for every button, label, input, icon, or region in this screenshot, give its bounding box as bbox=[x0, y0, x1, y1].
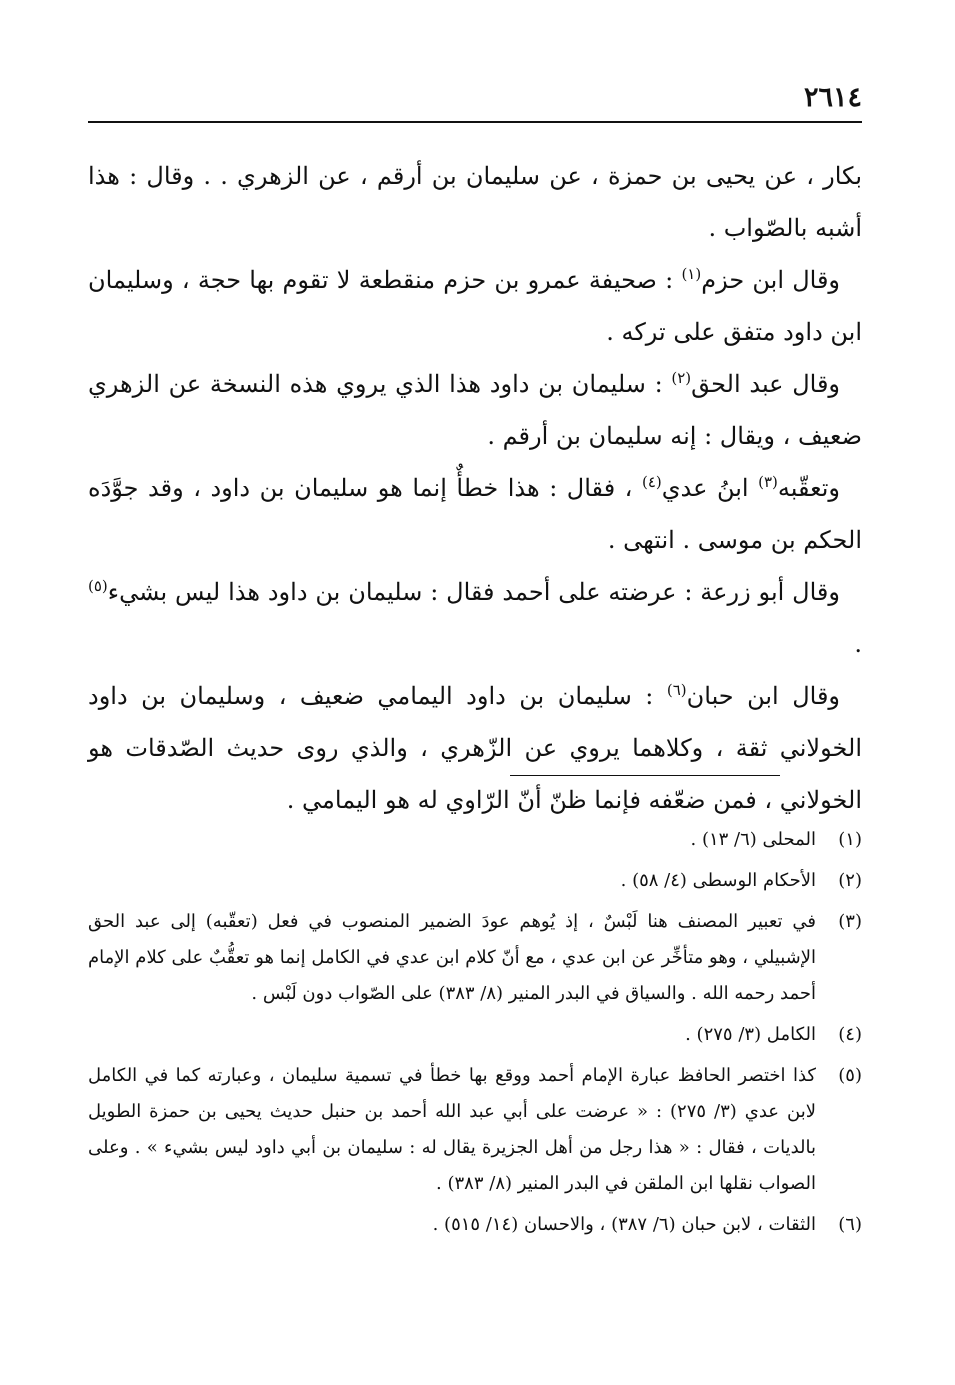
footnote-text: الثقات ، لابن حبان (٦/ ٣٨٧) ، والاحسان (١٤/ ٥١٥) . bbox=[432, 1214, 816, 1235]
footnotes bbox=[88, 822, 862, 1248]
footnote-ref: (٣) bbox=[758, 473, 778, 491]
footnote-number: (٢) bbox=[838, 870, 862, 891]
paragraph-text: ابنُ عدي bbox=[661, 474, 759, 502]
paragraph-text: وقال ابن حبان bbox=[686, 682, 841, 710]
footnote-item bbox=[88, 1058, 862, 1202]
footnote-ref: (٤) bbox=[641, 473, 662, 491]
footnote-number: (٤) bbox=[838, 1024, 862, 1045]
paragraph-text: : سليمان بن داود هذا الذي يروي هذه النسخة عن الزهري ضعيف ، ويقال : إنه سليمان بن أرقم . bbox=[88, 370, 862, 450]
footnote-ref: (٥) bbox=[88, 577, 108, 595]
footnote-number: (٣) bbox=[838, 911, 862, 932]
paragraph bbox=[88, 462, 862, 566]
footnote-item bbox=[88, 863, 862, 899]
paragraph-text: : سليمان بن داود اليمامي ضعيف ، وسليمان بن داود الخولاني ثقة ، وكلاهما يروي عن الزّهري ، والذي روى حديث الصّدقات هو الخولاني ، فمن ضعّفه فإنما ظنّ أنّ الرّاوي له هو اليمامي . bbox=[88, 682, 862, 814]
paragraph-text: وقال ابن حزم bbox=[701, 266, 840, 294]
footnote-text: الكامل (٣/ ٢٧٥) . bbox=[685, 1024, 816, 1045]
footnote-item bbox=[88, 822, 862, 858]
paragraph-text: ، فقال : هذا خطأٌ إنما هو سليمان بن داود ، وقد جوَّدَه الحكم بن موسى . انتهى . bbox=[88, 474, 862, 554]
header-rule bbox=[88, 121, 862, 123]
footnote-text: في تعبير المصنف هنا لَبْسٌ ، إذ يُوهم عودَ الضمير المنصوب في فعل (تعقّبه) إلى عبد الحق الإشبيلي ، وهو متأخِّر عن ابن عدي ، مع أنّ كلام ابن عدي في الكامل إنما هو تعقُّبٌ على كلام الإمام أحمد رحمه الله . والسياق في البدر المنير (٨/ ٣٨٣) على الصّواب دون لَبْس . bbox=[88, 911, 816, 1004]
footnote-number: (١) bbox=[838, 829, 862, 850]
footnote-text: الأحكام الوسطى (٤/ ٥٨) . bbox=[620, 870, 816, 891]
footnote-item bbox=[88, 1207, 862, 1243]
paragraph bbox=[88, 358, 862, 462]
paragraph bbox=[88, 670, 862, 826]
paragraph bbox=[88, 566, 862, 670]
footnote-rule bbox=[510, 775, 780, 776]
footnote-ref: (١) bbox=[681, 265, 702, 283]
paragraph-text: وقال أبو زرعة : عرضته على أحمد فقال : سليمان بن داود هذا ليس بشيء bbox=[107, 578, 840, 606]
footnote-item bbox=[88, 1017, 862, 1053]
paragraph bbox=[88, 254, 862, 358]
body-text bbox=[88, 150, 862, 826]
footnote-text: كذا اختصر الحافظ عبارة الإمام أحمد ووقع بها خطأ في تسمية سليمان ، وعبارته كما في الكامل لابن عدي (٣/ ٢٧٥) : « عرضت على أبي عبد الله أحمد بن حنبل حديث يحيى بن حمزة الطويل بالديات ، فقال : « هذا رجل من أهل الجزيرة يقال له : سليمان بن أبي داود ليس بشيء » . وعلى الصواب نقلها ابن الملقن في البدر المنير (٨/ ٣٨٣) . bbox=[88, 1065, 816, 1194]
footnote-ref: (٢) bbox=[671, 369, 692, 387]
footnote-item bbox=[88, 904, 862, 1012]
paragraph-text: بكار ، عن يحيى بن حمزة ، عن سليمان بن أرقم ، عن الزهري . . وقال : هذا أشبه بالصّواب . bbox=[88, 162, 862, 242]
footnote-ref: (٦) bbox=[666, 681, 687, 699]
paragraph-text: : صحيفة عمرو بن حزم منقطعة لا تقوم بها حجة ، وسليمان ابن داود متفق على تركه . bbox=[88, 266, 862, 346]
paragraph-text: . bbox=[854, 630, 862, 658]
footnote-number: (٦) bbox=[838, 1214, 862, 1235]
footnote-number: (٥) bbox=[838, 1065, 862, 1086]
paragraph-text: وقال عبد الحق bbox=[691, 370, 841, 398]
paragraph bbox=[88, 150, 862, 254]
footnote-text: المحلى (٦/ ١٣) . bbox=[690, 829, 816, 850]
page-number: ٢٦١٤ bbox=[803, 82, 862, 113]
paragraph-text: وتعقّبه bbox=[777, 474, 841, 502]
